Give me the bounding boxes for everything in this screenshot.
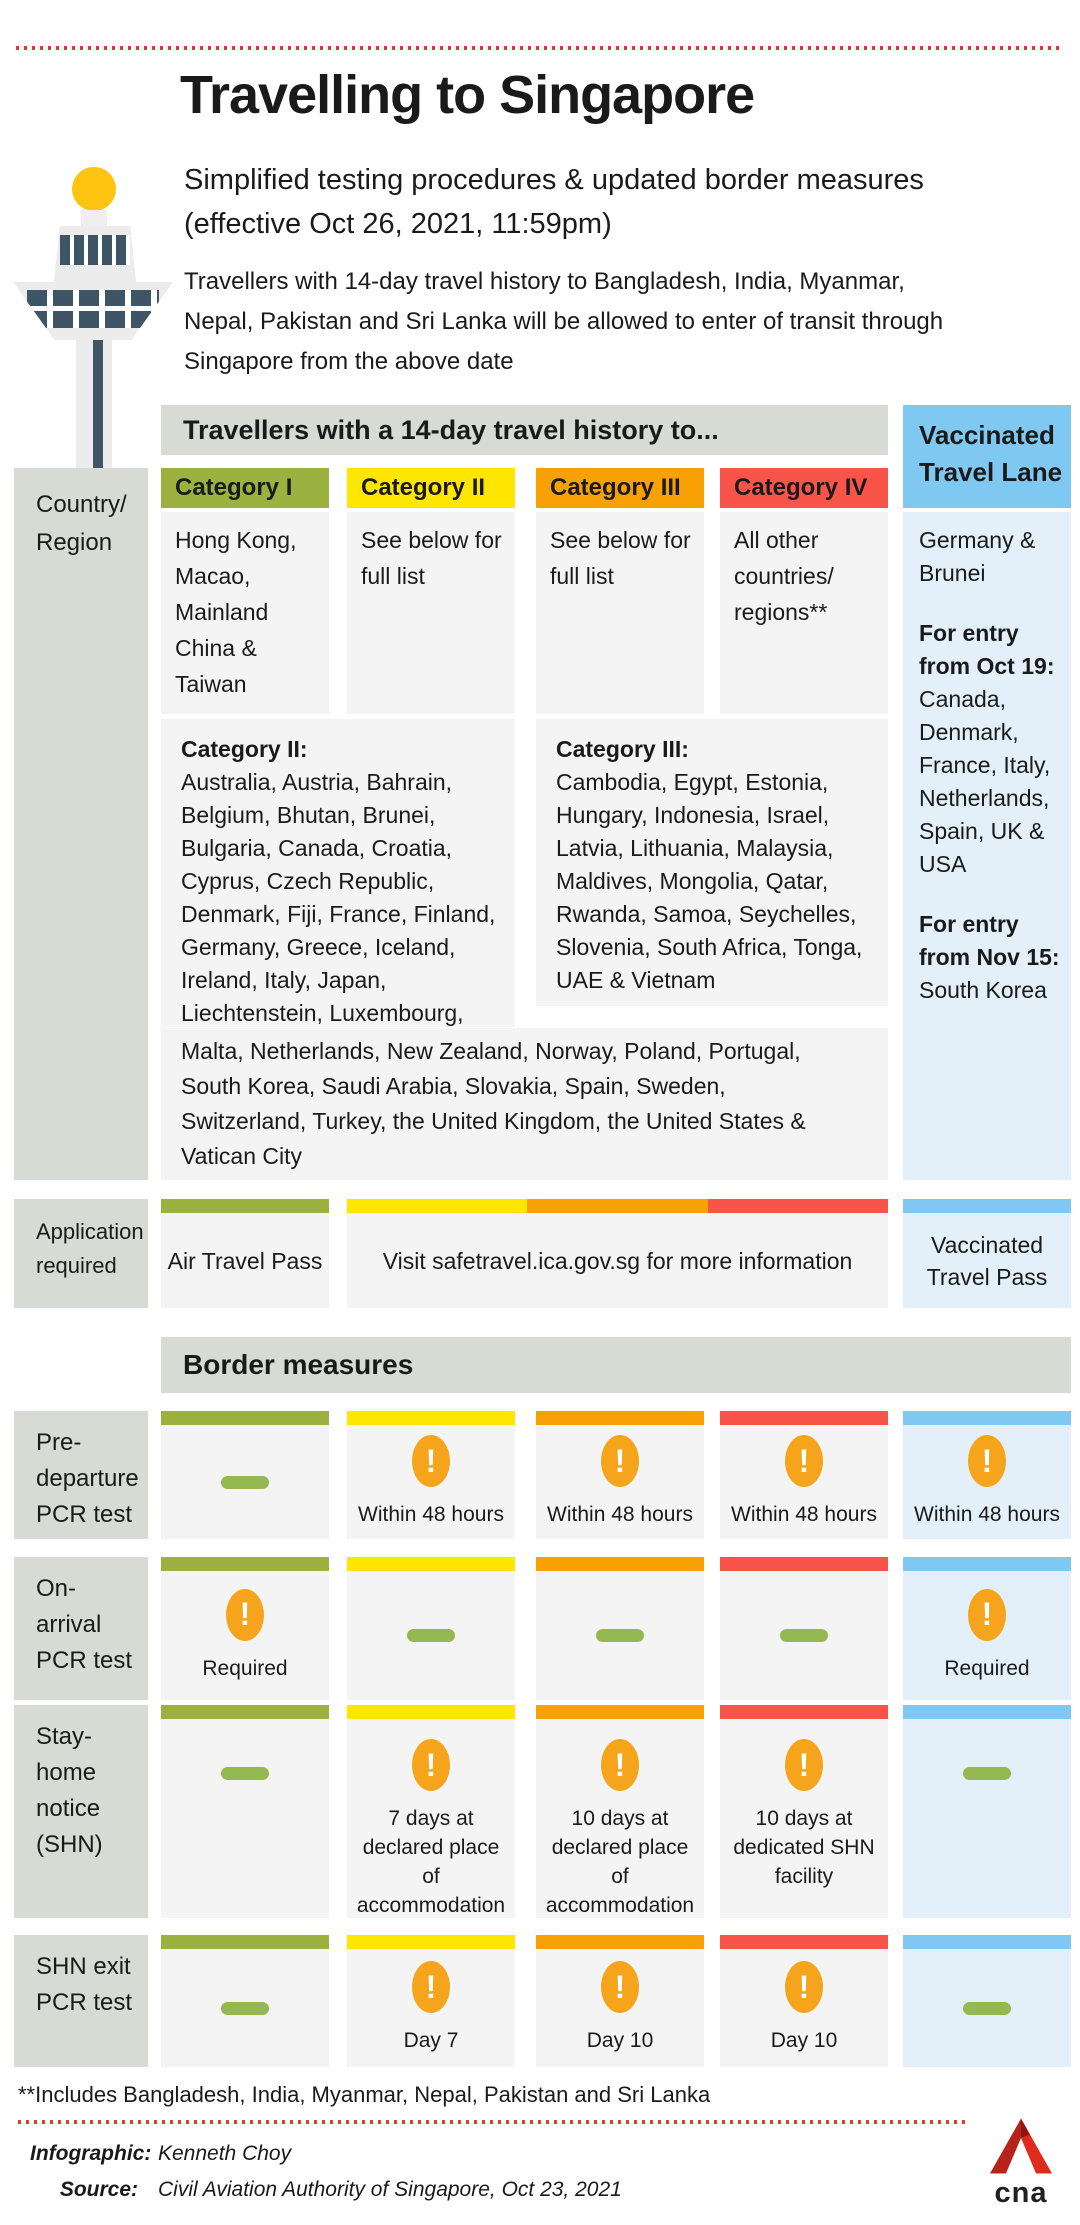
application-cat3-bar: [527, 1199, 708, 1213]
tower-main-cab: [13, 282, 173, 340]
credits: [30, 2136, 622, 2208]
row3-cat4-cell: [720, 1719, 888, 1918]
row3-cat4-bar: [720, 1705, 888, 1719]
cell-text: Required: [944, 1656, 1030, 1680]
alert-icon: !: [785, 1961, 823, 2013]
source-label: Source:: [59, 2178, 138, 2201]
row-label-on-arrival: On- arrival PCR test: [14, 1557, 148, 1700]
tower-beacon-icon: [72, 167, 116, 211]
cell-text: 10 days at dedicated SHN facility: [733, 1807, 875, 1888]
category-3-summary: See below for full list: [536, 512, 704, 714]
row3-cat1-bar: [161, 1705, 329, 1719]
row2-cat3-bar: [536, 1557, 704, 1571]
not-required-dash-icon: [780, 1629, 828, 1642]
vtl-always: Germany & Brunei: [919, 527, 1036, 586]
cell-text: Day 10: [586, 2029, 654, 2052]
tower-pedestal: [81, 210, 107, 226]
row1-cat2-cell: [347, 1425, 515, 1539]
row3-cat1-cell: [161, 1719, 329, 1918]
tower-stem-stripe: [93, 340, 103, 468]
row-label-pre-departure: Pre- departure PCR test: [14, 1411, 148, 1539]
subtitle: [184, 158, 924, 246]
infographic-value: Kenneth Choy: [158, 2142, 292, 2165]
row2-cat4-bar: [720, 1557, 888, 1571]
tower-upper-windows: [60, 235, 130, 265]
spacer: [919, 881, 1061, 908]
row1-vtl-cell: [903, 1425, 1071, 1539]
bottom-divider: [18, 2120, 970, 2124]
category-2-full-list: [161, 719, 515, 1027]
source-credit: [30, 2172, 622, 2208]
row1-cat2-bar: [347, 1411, 515, 1425]
row-label-shn-exit: SHN exit PCR test: [14, 1935, 148, 2067]
row2-cat2-bar: [347, 1557, 515, 1571]
row3-vtl-bar: [903, 1705, 1071, 1719]
alert-icon: !: [601, 1435, 639, 1487]
application-cat2-bar: [347, 1199, 527, 1213]
row4-cat2-bar: [347, 1935, 515, 1949]
cell-text: Within 48 hours: [914, 1503, 1060, 1526]
cna-logo: [985, 2118, 1057, 2210]
not-required-dash-icon: [963, 2002, 1011, 2015]
category-1-summary: Hong Kong, Macao, Mainland China & Taiwan: [161, 512, 329, 714]
infographic-label: Infographic:: [30, 2142, 152, 2165]
application-vtl-bar: [903, 1199, 1071, 1213]
row1-cat3-cell: [536, 1425, 704, 1539]
category-2-summary: See below for full list: [347, 512, 515, 714]
vtl-oct19-countries: Canada, Denmark, France, Italy, Netherlands, Spain, UK & USA: [919, 686, 1051, 877]
alert-icon: !: [785, 1739, 823, 1791]
cell-text: Within 48 hours: [731, 1503, 877, 1526]
source-value: Civil Aviation Authority of Singapore, Oct 23, 2021: [158, 2178, 622, 2201]
alert-icon: !: [968, 1589, 1006, 1641]
row-label-shn: Stay- home notice (SHN): [14, 1705, 148, 1918]
cell-text: Day 7: [403, 2029, 459, 2052]
row3-cat3-bar: [536, 1705, 704, 1719]
row3-cat2-bar: [347, 1705, 515, 1719]
not-required-dash-icon: [963, 1767, 1011, 1780]
row3-cat3-cell: [536, 1719, 704, 1918]
vtl-oct19-label: For entry from Oct 19:: [919, 620, 1055, 679]
cell-text: 10 days at declared place of accommodation: [545, 1807, 695, 1917]
row1-cat4-cell: [720, 1425, 888, 1539]
border-measures-heading: Border measures: [161, 1337, 1071, 1393]
not-required-dash-icon: [596, 1629, 644, 1642]
cna-logo-text: cna: [994, 2177, 1048, 2209]
subtitle-line-1: Simplified testing procedures & updated border measures: [184, 164, 924, 196]
category-2-list-text: Australia, Austria, Bahrain, Belgium, Bhutan, Brunei, Bulgaria, Canada, Croatia, Cyprus, Czech Republic, Denmark, Fiji, France, Finland, Germany, Greece, Iceland, Ireland, Italy, Japan, Liechtenstein, Luxembourg,: [181, 769, 496, 1026]
row4-vtl-bar: [903, 1935, 1071, 1949]
cell-text: Within 48 hours: [547, 1503, 693, 1526]
alert-icon: !: [412, 1435, 450, 1487]
row2-vtl-bar: [903, 1557, 1071, 1571]
cell-text: Within 48 hours: [358, 1503, 504, 1526]
category-2-list-heading: Category II:: [181, 736, 308, 762]
page-title: Travelling to Singapore: [180, 65, 755, 125]
tower-upper-cab: [54, 226, 136, 282]
row2-vtl-cell: [903, 1571, 1071, 1700]
cna-logo-mark: [990, 2118, 1052, 2174]
row3-cat2-cell: [347, 1719, 515, 1918]
alert-icon: !: [412, 1961, 450, 2013]
spacer: [919, 590, 1061, 617]
application-required-label: Application required: [14, 1199, 148, 1308]
application-cat1-bar: [161, 1199, 329, 1213]
row1-vtl-bar: [903, 1411, 1071, 1425]
alert-icon: !: [968, 1435, 1006, 1487]
category-3-header: Category III: [536, 468, 704, 508]
cell-text: 7 days at declared place of accommodation: [356, 1807, 506, 1917]
row1-cat1-cell: [161, 1425, 329, 1539]
top-divider: [16, 46, 1064, 50]
row1-cat3-bar: [536, 1411, 704, 1425]
alert-icon: !: [785, 1435, 823, 1487]
group-header: Travellers with a 14-day travel history to...: [161, 405, 888, 455]
application-vtl-cell: Vaccinated Travel Pass: [903, 1213, 1071, 1308]
row4-cat1-bar: [161, 1935, 329, 1949]
row2-cat2-cell: [347, 1571, 515, 1700]
category-3-list-heading: Category III:: [556, 736, 689, 762]
category-3-list-text: Cambodia, Egypt, Estonia, Hungary, Indonesia, Israel, Latvia, Lithuania, Malaysia, Maldives, Mongolia, Qatar, Rwanda, Samoa, Seychelles, Slovenia, South Africa, Tonga, UAE & Vietnam: [556, 769, 863, 993]
not-required-dash-icon: [221, 1476, 269, 1489]
intro-text: Travellers with 14-day travel history to Bangladesh, India, Myanmar, Nepal, Pakistan and Sri Lanka will be allowed to enter of transit through Singapore from the above date: [184, 268, 944, 375]
not-required-dash-icon: [407, 1629, 455, 1642]
row2-cat1-cell: [161, 1571, 329, 1700]
not-required-dash-icon: [221, 2002, 269, 2015]
subtitle-line-2: (effective Oct 26, 2021, 11:59pm): [184, 208, 612, 240]
row4-vtl-cell: [903, 1949, 1071, 2067]
row4-cat4-bar: [720, 1935, 888, 1949]
application-cat234-cell: Visit safetravel.ica.gov.sg for more information: [347, 1213, 888, 1308]
category-3-full-list: [536, 719, 888, 1006]
alert-icon: !: [226, 1589, 264, 1641]
vtl-nov15-label: For entry from Nov 15:: [919, 911, 1060, 970]
row1-cat1-bar: [161, 1411, 329, 1425]
tower-stem: [76, 340, 112, 468]
row4-cat1-cell: [161, 1949, 329, 2067]
vtl-country-list: [903, 512, 1071, 1180]
alert-icon: !: [412, 1739, 450, 1791]
category-1-header: Category I: [161, 468, 329, 508]
row2-cat4-cell: [720, 1571, 888, 1700]
tower-window-divider: [23, 306, 163, 311]
country-region-label: Country/ Region: [14, 468, 148, 1180]
vtl-nov15-countries: South Korea: [919, 977, 1047, 1003]
vtl-header: Vaccinated Travel Lane: [903, 405, 1071, 508]
category-2-header: Category II: [347, 468, 515, 508]
row4-cat3-bar: [536, 1935, 704, 1949]
category-4-header: Category IV: [720, 468, 888, 508]
row4-cat2-cell: [347, 1949, 515, 2067]
row4-cat3-cell: [536, 1949, 704, 2067]
row2-cat3-cell: [536, 1571, 704, 1700]
category-2-list-continued: Malta, Netherlands, New Zealand, Norway, Poland, Portugal, South Korea, Saudi Arabia, Slovakia, Spain, Sweden, Switzerland, Turkey, the United Kingdom, the United States & Vatican City: [161, 1028, 888, 1180]
row4-cat4-cell: [720, 1949, 888, 2067]
row2-cat1-bar: [161, 1557, 329, 1571]
not-required-dash-icon: [221, 1767, 269, 1780]
cell-text: Required: [202, 1656, 288, 1680]
control-tower-illustration: [13, 165, 173, 468]
alert-icon: !: [601, 1739, 639, 1791]
category-4-summary: All other countries/ regions**: [720, 512, 888, 714]
alert-icon: !: [601, 1961, 639, 2013]
footnote: **Includes Bangladesh, India, Myanmar, Nepal, Pakistan and Sri Lanka: [18, 2082, 711, 2107]
infographic-credit: [30, 2136, 622, 2172]
row1-cat4-bar: [720, 1411, 888, 1425]
application-cat1-cell: Air Travel Pass: [161, 1213, 329, 1308]
cell-text: Day 10: [770, 2029, 838, 2052]
row3-vtl-cell: [903, 1719, 1071, 1918]
application-cat4-bar: [708, 1199, 888, 1213]
